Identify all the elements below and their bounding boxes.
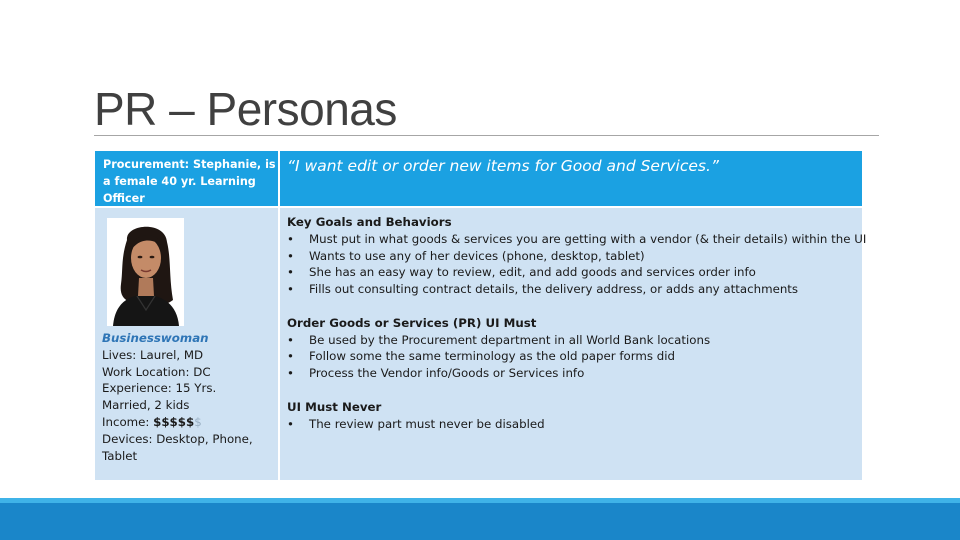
persona-table bbox=[95, 151, 867, 480]
must-item: • Be used by the Procurement department in all World Bank locations bbox=[287, 332, 862, 349]
goals-item: • Must put in what goods & services you are getting with a vendor (& their details) within the UI bbox=[287, 231, 862, 248]
persona-profile bbox=[102, 330, 278, 464]
never-heading: UI Must Never bbox=[287, 399, 382, 414]
income-label: Income: bbox=[102, 414, 154, 429]
spacer bbox=[287, 382, 862, 399]
profile-income bbox=[102, 414, 278, 431]
profile-work-location: Work Location: DC bbox=[102, 364, 211, 379]
persona-details-cell bbox=[280, 208, 867, 480]
persona-type: Businesswoman bbox=[102, 331, 209, 345]
goals-heading: Key Goals and Behaviors bbox=[287, 215, 452, 229]
persona-profile-cell bbox=[95, 208, 278, 480]
must-item: • Follow some the same terminology as the old paper forms did bbox=[287, 348, 862, 365]
goals-item: • She has an easy way to review, edit, and add goods and services order info bbox=[287, 264, 862, 281]
must-item: • Process the Vendor info/Goods or Services info bbox=[287, 365, 862, 382]
income-level-remaining: $ bbox=[194, 414, 202, 429]
profile-experience: Experience: 15 Yrs. bbox=[102, 381, 217, 396]
woman-portrait-icon bbox=[107, 218, 184, 326]
persona-quote: “I want edit or order new items for Good and Services.” bbox=[280, 151, 862, 206]
profile-family: Married, 2 kids bbox=[102, 398, 190, 413]
portrait-graphic bbox=[107, 218, 184, 326]
profile-lives: Lives: Laurel, MD bbox=[102, 347, 204, 362]
footer-bar bbox=[0, 503, 960, 540]
title-divider bbox=[94, 135, 879, 136]
goals-item: • Fills out consulting contract details, the delivery address, or adds any attachments bbox=[287, 281, 862, 298]
income-level: $$$$$ bbox=[153, 414, 195, 429]
goals-item: • Wants to use any of her devices (phone, desktop, tablet) bbox=[287, 248, 862, 265]
persona-header-label: Procurement: Stephanie, is a female 40 yr. Learning Officer bbox=[95, 151, 278, 206]
never-item: • The review part must never be disabled bbox=[287, 416, 862, 433]
must-heading: Order Goods or Services (PR) UI Must bbox=[287, 315, 537, 330]
profile-devices: Devices: Desktop, Phone, Tablet bbox=[102, 431, 253, 463]
page-title: PR – Personas bbox=[94, 83, 397, 135]
spacer bbox=[287, 298, 862, 315]
